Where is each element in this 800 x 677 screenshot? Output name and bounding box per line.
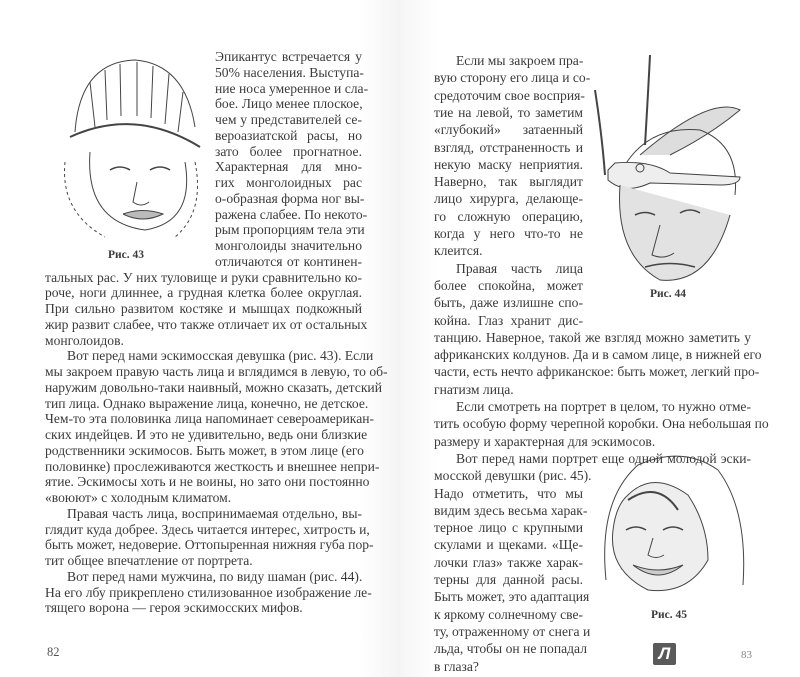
text-line: лочки глаз» также харак- [434, 554, 583, 570]
text-line: монголоидов. [45, 332, 124, 348]
figure-45-illustration [598, 450, 748, 600]
text-line: когда у него что-то не [434, 226, 583, 241]
text-line: половинке) прослеживаются жесткость и внешнее непри- [45, 458, 380, 474]
text-line: На его лбу прикреплено стилизованное изображение ле- [45, 584, 372, 600]
text-line: льда, чтобы он не попадал [434, 641, 587, 657]
text-line: Если смотреть на портрет в целом, то нужно отме- [456, 399, 751, 414]
text-line: африканских колдунов. Да и в самом лице, в нижней его [434, 347, 762, 363]
text-line: тит общее впечатление от портрета. [45, 553, 253, 568]
text-line: родственники эскимосов. Быть может, в этом лице (его [45, 442, 364, 458]
figure-43-illustration [45, 52, 205, 247]
text-line: тящего ворона — героя эскимосских мифов. [45, 600, 303, 616]
text-line: ских индейцев. И это не удивительно, ведь они близкие [45, 427, 368, 442]
text-line: Если мы закроем пра- [456, 53, 584, 68]
text-line: Чем-то эта половинка лица напоминает североамерикан- [45, 411, 375, 427]
text-line: более спокойна, может [434, 277, 583, 293]
text-line: тип лица. Однако выражение лица, конечно, не детское. [45, 395, 369, 411]
text-line: «воюют» с холодным климатом. [45, 490, 232, 505]
text-line: терны для данной расы. [434, 572, 583, 587]
text-line: ту, отраженному от снега и [434, 623, 591, 639]
text-line: быть может, недоверие. Оттопыренная нижняя губа пор- [45, 537, 374, 553]
text-line: некую маску неприятия. [434, 156, 583, 172]
text-line: лицо хирурга, делающе- [434, 191, 583, 207]
text-line: вероазиатской расы, но [215, 127, 362, 143]
text-line: ятие. Эскимосы хоть и не воины, но зато они постоянно [45, 474, 370, 490]
text-line: Вот перед нами эскимосская девушка (рис. 43). Если [67, 348, 374, 364]
text-line: чем у представителей се- [215, 112, 362, 127]
text-line: части, есть нечто африканское: быть может, легкий про- [434, 364, 760, 380]
text-line: взгляд, отстраненность и [434, 139, 583, 155]
text-line: Эпикантус встречается у [215, 49, 362, 64]
text-line: «глубокий» затаенный [434, 122, 583, 138]
text-line: гнатизм лица. [434, 381, 514, 397]
text-line: Правая часть лица [456, 260, 583, 276]
text-line: наружим довольно-таки наивный, можно сказать, детский [45, 379, 382, 395]
text-line: Быть может, это адаптация [434, 589, 590, 605]
text-line: вую сторону его лица и со- [434, 70, 591, 86]
figure-44-illustration [590, 55, 755, 290]
text-line: мосской девушки (рис. 45). [434, 468, 592, 484]
text-line: бое. Лицо менее плоское, [215, 96, 363, 112]
text-line: быть, даже излишне спо- [434, 295, 583, 311]
text-line: отличаются от континен- [215, 253, 362, 269]
text-line: монголоиды значительно [215, 238, 362, 253]
publisher-logo: Л [653, 643, 676, 665]
text-line: роче, ноги длиннее, а грудная клетка более округлая. [45, 285, 362, 301]
text-line: Наверно, так выглядит [434, 174, 583, 190]
text-line: зато более прогнатное. [215, 143, 362, 159]
text-line: Характерная для мно- [215, 159, 362, 175]
text-line: о-образная форма ног вы- [215, 190, 365, 206]
text-line: тить особую форму черепной коробки. Она небольшая по [434, 416, 769, 432]
text-line: глядит куда добрее. Здесь читается интерес, хитрость и, [45, 521, 370, 537]
text-line: тальных рас. У них туловище и руки сравнительно ко- [45, 269, 362, 285]
page-number-left: 82 [47, 645, 60, 659]
text-line: 50% населения. Выступа- [215, 64, 364, 80]
text-line: койна. Глаз хранит дис- [434, 312, 583, 328]
text-line: Правая часть лица, воспринимаемая отдельно, вы- [67, 505, 362, 521]
text-line: Вот перед нами портрет еще одной молодой эски- [456, 450, 751, 466]
text-line: скулами и щеками. «Ще- [434, 537, 583, 553]
text-line: мы закроем правую часть лица и вглядимся в левую, то об- [45, 364, 388, 379]
text-line: ражена слабее. По некото- [215, 206, 368, 222]
text-line: ние носа умеренное и сла- [215, 80, 369, 96]
figure-44-caption: Рис. 44 [650, 288, 687, 300]
text-line: средоточим свое восприя- [434, 87, 585, 103]
figure-43-caption: Рис. 43 [108, 249, 145, 261]
text-line: видим здесь весьма харак- [434, 502, 588, 518]
page-number-right: 83 [741, 649, 752, 661]
text-line: к яркому солнечному све- [434, 606, 584, 622]
text-line: гих монголоидных рас [215, 175, 362, 190]
text-line: Вот перед нами мужчина, по виду шаман (рис. 44). [67, 568, 363, 584]
text-line: танцию. Наверное, такой же взгляд можно заметить у [434, 329, 751, 345]
text-line: го сложную операцию, [434, 208, 583, 224]
text-line: в глаза? [434, 658, 479, 674]
text-line: тие на левой, то заметим [434, 104, 583, 120]
text-line: терное лицо с крупными [434, 520, 583, 536]
text-line: клеится. [434, 243, 483, 259]
text-line: размеру и характерная для эскимосов. [434, 433, 656, 449]
text-line: Надо отметить, что мы [434, 485, 583, 501]
figure-45-caption: Рис. 45 [651, 609, 688, 621]
text-line: рым пропорциям тела эти [215, 222, 365, 238]
text-line: жир развит слабее, что также отличает их от остальных [45, 316, 368, 332]
text-line: При сильно развитом костяке и мышцах подкожный [45, 301, 362, 316]
